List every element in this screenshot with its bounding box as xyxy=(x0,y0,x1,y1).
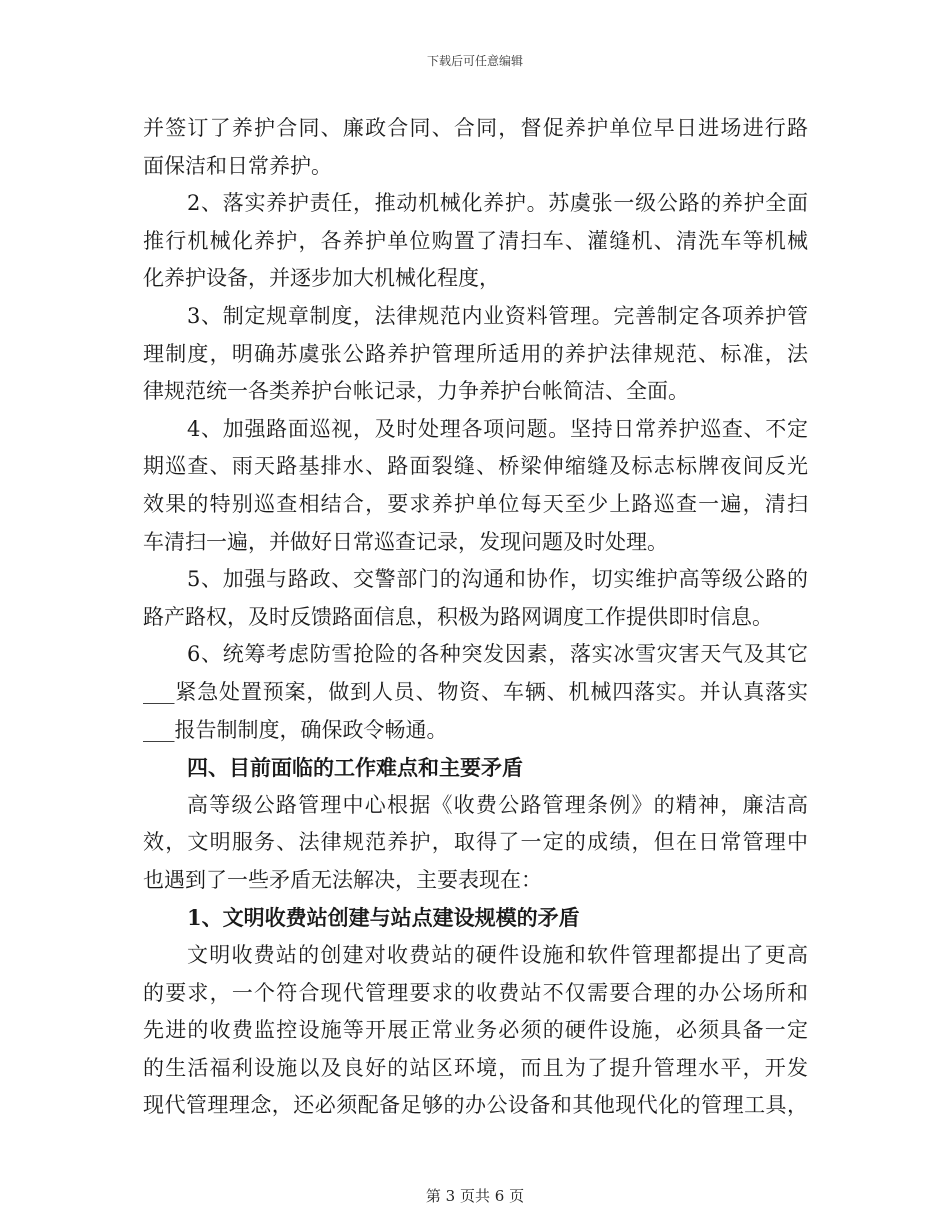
text-line: 理制度，明确苏虞张公路养护管理所适用的养护法律规范、标准，法 xyxy=(143,341,808,366)
text-line: 文明收费站的创建对收费站的硬件设施和软件管理都提出了更高 xyxy=(187,943,808,968)
text-line: 推行机械化养护，各养护单位购置了清扫车、灌缝机、清洗车等机械 xyxy=(143,228,808,253)
text-line: 效果的特别巡查相结合，要求养护单位每天至少上路巡查一遍，清扫 xyxy=(143,491,808,516)
text-line: 先进的收费监控设施等开展正常业务必须的硬件设施，必须具备一定 xyxy=(143,1018,808,1043)
page-header: 下载后可任意编辑 xyxy=(426,54,523,68)
page-footer: 第 3 页共 6 页 xyxy=(425,1187,525,1205)
text-line: 期巡查、雨天路基排水、路面裂缝、桥梁伸缩缝及标志标牌夜间反光 xyxy=(143,454,808,479)
text-line: 并签订了养护合同、廉政合同、合同，督促养护单位早日进场进行路 xyxy=(143,116,808,140)
text-line: 律规范统一各类养护台帐记录，力争养护台帐简洁、全面。 xyxy=(143,379,689,404)
text-line: 3、制定规章制度，法律规范内业资料管理。完善制定各项养护管 xyxy=(187,303,808,328)
text-line: ___紧急处置预案，做到人员、物资、车辆、机械四落实。并认真落实 xyxy=(143,679,808,704)
section-heading-line: 1、文明收费站创建与站点建设规模的矛盾 xyxy=(187,905,580,931)
text-line: 6、统筹考虑防雪抢险的各种突发因素，落实冰雪灾害天气及其它 xyxy=(187,642,808,667)
text-line: 5、加强与路政、交警部门的沟通和协作，切实维护高等级公路的 xyxy=(187,567,808,592)
text-line: 现代管理理念，还必须配备足够的办公设备和其他现代化的管理工具， xyxy=(143,1093,808,1118)
text-line: 2、落实养护责任，推动机械化养护。苏虞张一级公路的养护全面 xyxy=(187,191,808,216)
text-line: 的要求，一个符合现代管理要求的收费站不仅需要合理的办公场所和 xyxy=(143,980,808,1005)
text-line: 化养护设备，并逐步加大机械化程度， xyxy=(143,266,500,291)
text-line: 4、加强路面巡视，及时处理各项问题。坚持日常养护巡查、不定 xyxy=(187,416,808,441)
text-line: 面保洁和日常养护。 xyxy=(143,153,332,178)
text-line: 路产路权，及时反馈路面信息，积极为路网调度工作提供即时信息。 xyxy=(143,604,773,629)
text-line: 的生活福利设施以及良好的站区环境，而且为了提升管理水平，开发 xyxy=(143,1055,808,1080)
section-heading-line: 四、目前面临的工作难点和主要矛盾 xyxy=(187,755,523,781)
text-line: 效，文明服务、法律规范养护，取得了一定的成绩，但在日常管理中 xyxy=(143,830,808,855)
text-line: 也遇到了一些矛盾无法解决，主要表现在： xyxy=(143,867,542,892)
text-line: 车清扫一遍，并做好日常巡查记录，发现问题及时处理。 xyxy=(143,529,668,554)
text-line: ___报告制制度，确保政令畅通。 xyxy=(143,717,448,742)
document-body xyxy=(143,110,808,1125)
text-line: 高等级公路管理中心根据《收费公路管理条例》的精神，廉洁高 xyxy=(187,792,808,817)
